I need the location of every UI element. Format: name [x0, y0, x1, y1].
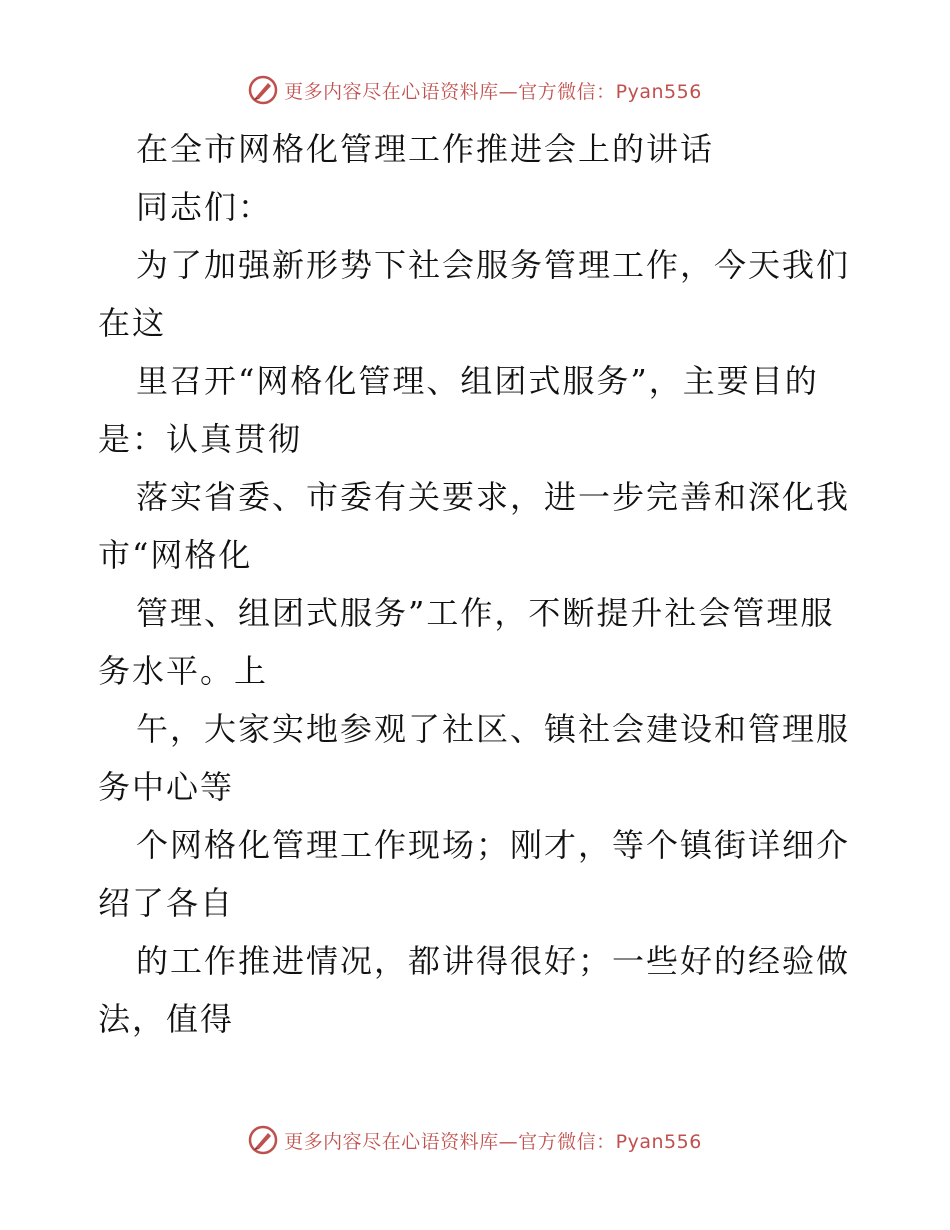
pen-logo-icon [248, 75, 278, 105]
doc-line: 务中心等 [98, 768, 235, 806]
doc-line: 绍了各自 [98, 884, 235, 922]
document-body [98, 120, 858, 1048]
doc-line: 市“网格化 [98, 536, 253, 574]
header-watermark-text: 更多内容尽在心语资料库—官方微信：Pyan556 [284, 80, 702, 103]
doc-line: 落实省委、市委有关要求，进一步完善和深化我 [136, 478, 851, 516]
footer-watermark [0, 1122, 950, 1158]
doc-line: 务水平。上 [98, 652, 269, 690]
doc-line: 管理、组团式服务”工作，不断提升社会管理服 [136, 594, 835, 632]
doc-title: 在全市网格化管理工作推进会上的讲话 [136, 130, 715, 168]
doc-line: 法，值得 [98, 1000, 235, 1038]
pen-logo-icon [248, 1125, 278, 1155]
doc-line: 里召开“网格化管理、组团式服务”，主要目的 [136, 362, 819, 400]
doc-line: 午，大家实地参观了社区、镇社会建设和管理服 [136, 710, 851, 748]
doc-salutation: 同志们： [136, 188, 273, 226]
header-watermark [0, 72, 950, 108]
doc-line: 是：认真贯彻 [98, 420, 303, 458]
doc-line: 在这 [98, 304, 167, 342]
doc-line: 为了加强新形势下社会服务管理工作，今天我们 [136, 246, 851, 284]
doc-line: 个网格化管理工作现场；刚才，等个镇街详细介 [136, 826, 851, 864]
footer-watermark-text: 更多内容尽在心语资料库—官方微信：Pyan556 [284, 1130, 702, 1153]
doc-line: 的工作推进情况，都讲得很好；一些好的经验做 [136, 942, 851, 980]
